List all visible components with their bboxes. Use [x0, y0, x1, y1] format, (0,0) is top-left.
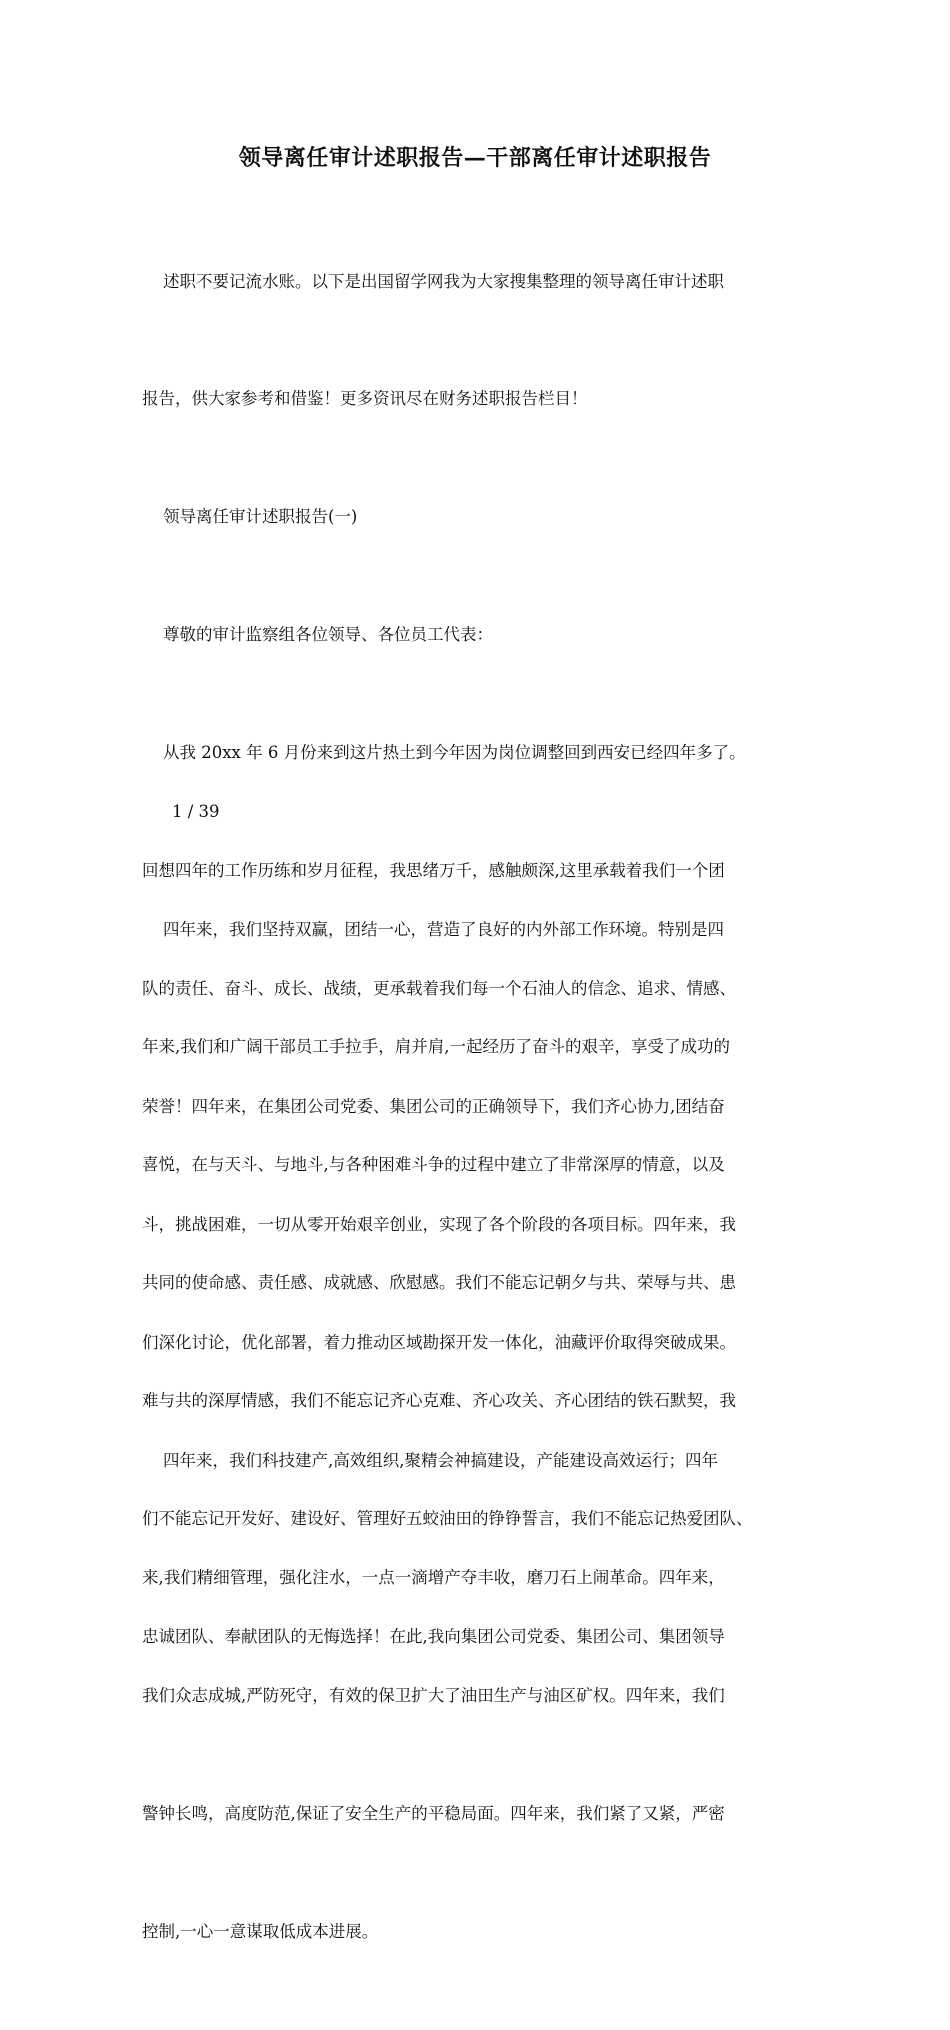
page-number: 1 / 39	[172, 802, 220, 821]
text-line: 喜悦，在与天斗、与地斗,与各种困难斗争的过程中建立了非常深厚的情意，以及	[142, 1155, 725, 1175]
text-line: 们深化讨论，优化部署，着力推动区域勘探开发一体化，油藏评价取得突破成果。	[142, 1332, 736, 1352]
text-line: 们不能忘记开发好、建设好、管理好五蛟油田的铮铮誓言，我们不能忘记热爱团队、	[142, 1509, 753, 1529]
text-line: 回想四年的工作历练和岁月征程，我思绪万千，感触颇深,这里承载着我们一个团	[142, 861, 725, 881]
text-line: 四年来，我们坚持双赢，团结一心，营造了良好的内外部工作环境。特别是四	[142, 919, 724, 939]
text-line: 四年来，我们科技建产,高效组织,聚精会神搞建设，产能建设高效运行；四年	[142, 1450, 718, 1470]
section-heading: 领导离任审计述职报告(一)	[142, 507, 358, 527]
text-line: 共同的使命感、责任感、成就感、欣慰感。我们不能忘记朝夕与共、荣辱与共、患	[142, 1273, 736, 1293]
text-line: 荣誉！四年来，在集团公司党委、集团公司的正确领导下，我们齐心协力,团结奋	[142, 1096, 725, 1116]
text-line: 我们众志成城,严防死守，有效的保卫扩大了油田生产与油区矿权。四年来，我们	[142, 1686, 725, 1706]
text-line: 警钟长鸣，高度防范,保证了安全生产的平稳局面。四年来，我们紧了又紧，严密	[142, 1804, 725, 1824]
body-text-block-2	[142, 831, 842, 1735]
text-line: 忠诚团队、奉献团队的无悔选择！在此,我向集团公司党委、集团公司、集团领导	[142, 1626, 725, 1646]
document-title: 领导离任审计述职报告—干部离任审计述职报告	[238, 145, 712, 171]
text-line: 斗，挑战困难，一切从零开始艰辛创业，实现了各个阶段的各项目标。四年来，我	[142, 1214, 736, 1234]
text-line: 控制,一心一意谋取低成本进展。	[142, 1922, 379, 1942]
text-line: 年来,我们和广阔干部员工手拉手，肩并肩,一起经历了奋斗的艰辛，享受了成功的	[142, 1037, 730, 1057]
text-line: 从我 20xx 年 6 月份来到这片热土到今年因为岗位调整回到西安已经四年多了。	[142, 743, 746, 763]
text-line: 队的责任、奋斗、成长、战绩，更承载着我们每一个石油人的信念、追求、情感、	[142, 978, 736, 998]
text-line: 难与共的深厚情感，我们不能忘记齐心克难、齐心攻关、齐心团结的铁石默契，我	[142, 1391, 736, 1411]
text-line: 报告，供大家参考和借鉴！更多资讯尽在财务述职报告栏目！	[142, 389, 588, 409]
salutation: 尊敬的审计监察组各位领导、各位员工代表：	[142, 625, 493, 645]
text-line: 来,我们精细管理，强化注水，一点一滴增产夺丰收，磨刀石上闹革命。四年来，	[142, 1568, 725, 1588]
text-line: 述职不要记流水账。以下是出国留学网我为大家搜集整理的领导离任审计述职	[142, 271, 724, 291]
